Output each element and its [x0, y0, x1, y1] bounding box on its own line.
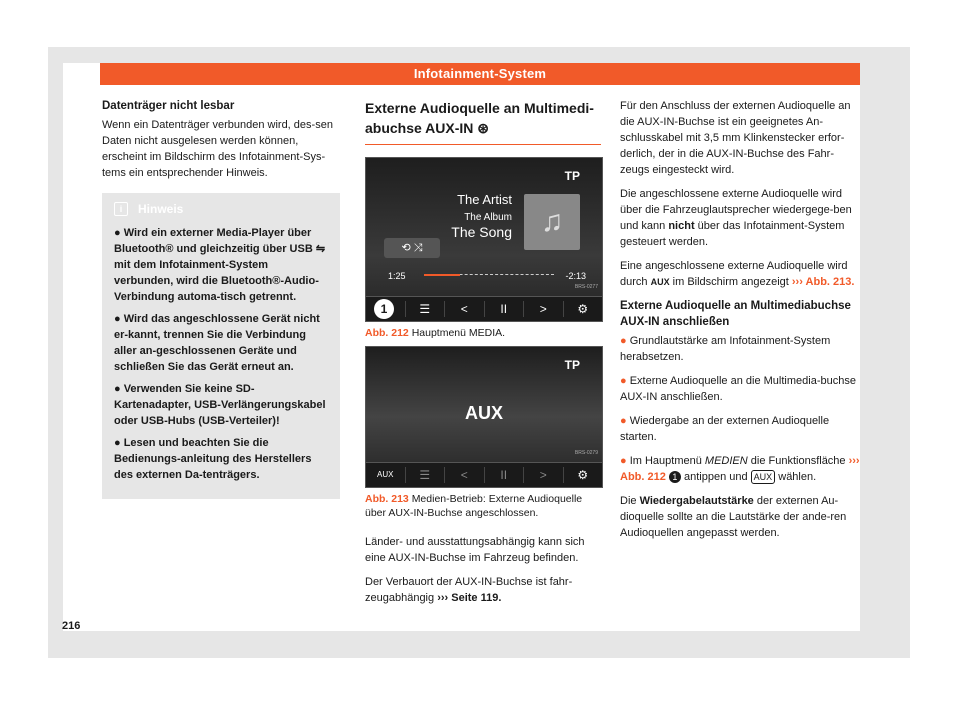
- paragraph: Länder- und ausstattungsabhängig kann sich eine AUX-IN-Buchse im Fahrzeug befinden.: [365, 536, 585, 564]
- aux-socket-icon: ⊛: [477, 120, 490, 136]
- aux-key: AUX: [751, 470, 776, 484]
- step-item: ● Externe Audioquelle an die Multimedia-buchse AUX-IN anschließen.: [620, 375, 856, 403]
- note-item: ● Lesen und beachten Sie die Bedienungs-anleitung des Herstellers des externen Da-tenträgers.: [114, 437, 312, 481]
- settings-icon: ⚙: [563, 467, 603, 483]
- paragraph: Wenn ein Datenträger verbunden wird, des-sen Daten nicht ausgelesen werden können, erscheint im Bildschirm des Infotainment-Sys-tems ein entsprechender Hinweis.: [102, 119, 333, 179]
- paragraph: Die Wiedergabelautstärke der externen Au-dioquelle sollte an die Lautstärke der ande-ren Audioquellen angepasst werden.: [620, 495, 847, 539]
- toolbar: [366, 462, 602, 487]
- header-bar: Infotainment-System: [100, 63, 860, 85]
- track-song: The Song: [451, 224, 512, 240]
- page-number: 216: [62, 620, 81, 632]
- paragraph: Die angeschlossene externe Audioquelle wird über die Fahrzeuglautsprecher wiedergege-ben und kann nicht über das Infotainment-System gesteuert werden.: [620, 188, 852, 248]
- section-heading: Externe Audioquelle an Multimedi-abuchse AUX-IN ⊛: [365, 98, 601, 145]
- column-right: [620, 98, 860, 549]
- progress-fill: [424, 274, 460, 276]
- toolbar: [366, 296, 602, 321]
- bullet-icon: ●: [114, 383, 124, 395]
- info-icon: i: [114, 202, 128, 216]
- figure-code: BRS-0277: [574, 284, 598, 290]
- figure-caption: Abb. 213 Medien-Betrieb: Externe Audioquelle über AUX-IN-Buchse angeschlossen.: [365, 493, 583, 519]
- paragraph: Der Verbauort der AUX-IN-Buchse ist fahr-zeugabhängig ››› Seite 119.: [365, 576, 573, 604]
- figure-aux-mode: [365, 346, 603, 488]
- column-middle: [365, 98, 601, 614]
- note-box: [102, 193, 340, 499]
- note-title: Hinweis: [138, 202, 184, 216]
- bullet-icon: ●: [114, 437, 124, 449]
- section-heading: Datenträger nicht lesbar: [102, 100, 235, 112]
- pause-icon: II: [484, 467, 524, 483]
- previous-icon: <: [444, 301, 484, 317]
- note-item: ● Wird das angeschlossene Gerät nicht er-kannt, trennen Sie die Verbindung aller an-geschlossenen Geräte und schließen Sie das Gerät erneut an.: [114, 313, 320, 373]
- bullet-icon: ●: [114, 227, 124, 239]
- callout-marker: 1: [669, 471, 681, 483]
- paragraph: Für den Anschluss der externen Audioquelle an die AUX-IN-Buchse ist ein geeignetes An-schlusskabel mit 3,5 mm Klinkenstecker erfor-derlich, der in die AUX-IN-Buchse des Fahr-zeugs eingesteckt wird.: [620, 100, 851, 176]
- repeat-shuffle-icon: ⟲ ⤨: [384, 238, 440, 258]
- track-album: The Album: [464, 212, 512, 223]
- progress-bar: [382, 268, 592, 282]
- paragraph: Eine angeschlossene externe Audioquelle wird durch AUX im Bildschirm angezeigt ››› Abb. 213.: [620, 260, 855, 288]
- section-heading: Externe Audioquelle an Multimediabuchse AUX-IN anschließen: [620, 300, 851, 328]
- figure-caption: Abb. 212 Hauptmenü MEDIA.: [365, 327, 506, 339]
- step-item: ● Im Hauptmenü MEDIEN die Funktionsfläche ››› Abb. 212 1 antippen und AUX wählen.: [620, 455, 860, 483]
- callout-marker: 1: [374, 299, 394, 319]
- figure-media-menu: [365, 157, 603, 322]
- step-item: ● Grundlautstärke am Infotainment-System herabsetzen.: [620, 335, 831, 363]
- pause-icon: II: [484, 301, 524, 317]
- next-icon: >: [523, 467, 563, 483]
- music-note-icon: ♫: [524, 194, 580, 250]
- step-item: ● Wiedergabe an der externen Audioquelle starten.: [620, 415, 830, 443]
- track-artist: The Artist: [457, 192, 512, 207]
- tp-indicator: TP: [564, 358, 580, 372]
- figure-link[interactable]: ››› Abb. 213.: [791, 276, 855, 288]
- aux-source-icon: AUX: [377, 470, 394, 479]
- playlist-icon: ☰: [405, 301, 445, 317]
- tp-indicator: TP: [564, 169, 580, 183]
- bullet-icon: ●: [114, 313, 124, 325]
- time-remaining: -2:13: [565, 271, 586, 281]
- next-icon: >: [523, 301, 563, 317]
- note-header: [114, 201, 330, 217]
- playlist-icon: ☰: [405, 467, 445, 483]
- time-elapsed: 1:25: [388, 271, 406, 281]
- settings-icon: ⚙: [563, 301, 603, 317]
- figure-code: BRS-0279: [574, 450, 598, 456]
- note-item: ● Verwenden Sie keine SD-Kartenadapter, USB-Verlängerungskabel oder USB-Hubs (USB-Verteiler)!: [114, 383, 326, 427]
- page-link[interactable]: ››› Seite 119.: [437, 592, 502, 604]
- figure-link[interactable]: ››› Abb. 212: [620, 455, 860, 483]
- column-left: [102, 98, 340, 499]
- aux-label: AUX: [464, 403, 503, 423]
- previous-icon: <: [444, 467, 484, 483]
- note-item: ● Wird ein externer Media-Player über Bluetooth® und gleichzeitig über USB ⇋ mit dem Infotainment-System verbunden, wird die Bluetooth®-Audio-Verbindung automa-tisch getrennt.: [114, 227, 326, 303]
